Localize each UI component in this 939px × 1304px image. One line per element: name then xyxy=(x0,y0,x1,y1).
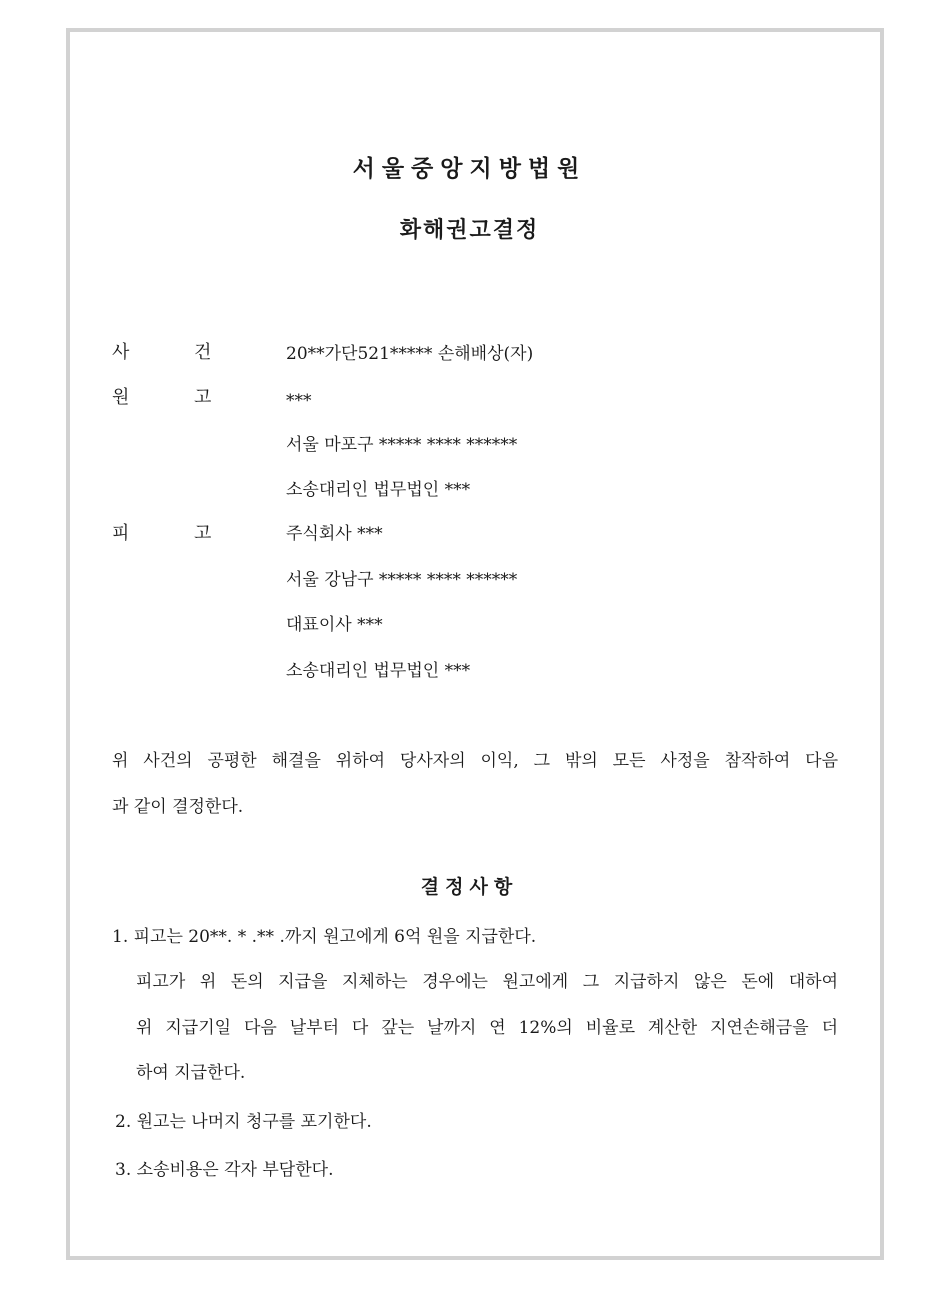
decision-item-3: 3. 소송비용은 각자 부담한다. xyxy=(115,1160,334,1180)
preamble-line-1: 위 사건의 공평한 해결을 위하여 당사자의 이익, 그 밖의 모든 사정을 참작하여 다음 xyxy=(112,751,838,771)
decision-item-2: 2. 원고는 나머지 청구를 포기한다. xyxy=(115,1112,372,1132)
defendant-counsel: 소송대리인 법무법인 *** xyxy=(286,661,471,681)
decision-item-1-line-4: 하여 지급한다. xyxy=(136,1063,246,1083)
decision-item-1: 1. 피고는 20**. * .** .까지 원고에게 6억 원을 지급한다. xyxy=(112,927,537,947)
case-label-1: 사 xyxy=(112,342,130,363)
plaintiff-name: *** xyxy=(286,391,312,411)
preamble-line-2: 과 같이 결정한다. xyxy=(112,797,244,817)
plaintiff-counsel: 소송대리인 법무법인 *** xyxy=(286,480,471,500)
case-label-2: 건 xyxy=(194,342,212,363)
court-name: 서울중앙지방법원 xyxy=(352,156,587,182)
plaintiff-label-2: 고 xyxy=(194,387,212,408)
document-title: 화해권고결정 xyxy=(399,218,540,243)
defendant-address: 서울 강남구 ***** **** ****** xyxy=(286,570,518,590)
defendant-label-2: 고 xyxy=(194,523,212,544)
decision-item-1-line-3: 위 지급기일 다음 날부터 다 갚는 날까지 연 12%의 비율로 계산한 지연손해금을 더 xyxy=(136,1018,838,1038)
decision-heading: 결정사항 xyxy=(420,876,519,898)
decision-item-1-line-2: 피고가 위 돈의 지급을 지체하는 경우에는 원고에게 그 지급하지 않은 돈에 대하여 xyxy=(136,972,838,992)
defendant-label-1: 피 xyxy=(112,523,130,544)
defendant-name: 주식회사 *** xyxy=(286,524,383,544)
case-number: 20**가단521***** 손해배상(자) xyxy=(286,344,534,364)
defendant-representative: 대표이사 *** xyxy=(286,615,383,635)
plaintiff-label-1: 원 xyxy=(112,387,130,408)
plaintiff-address: 서울 마포구 ***** **** ****** xyxy=(286,435,518,455)
